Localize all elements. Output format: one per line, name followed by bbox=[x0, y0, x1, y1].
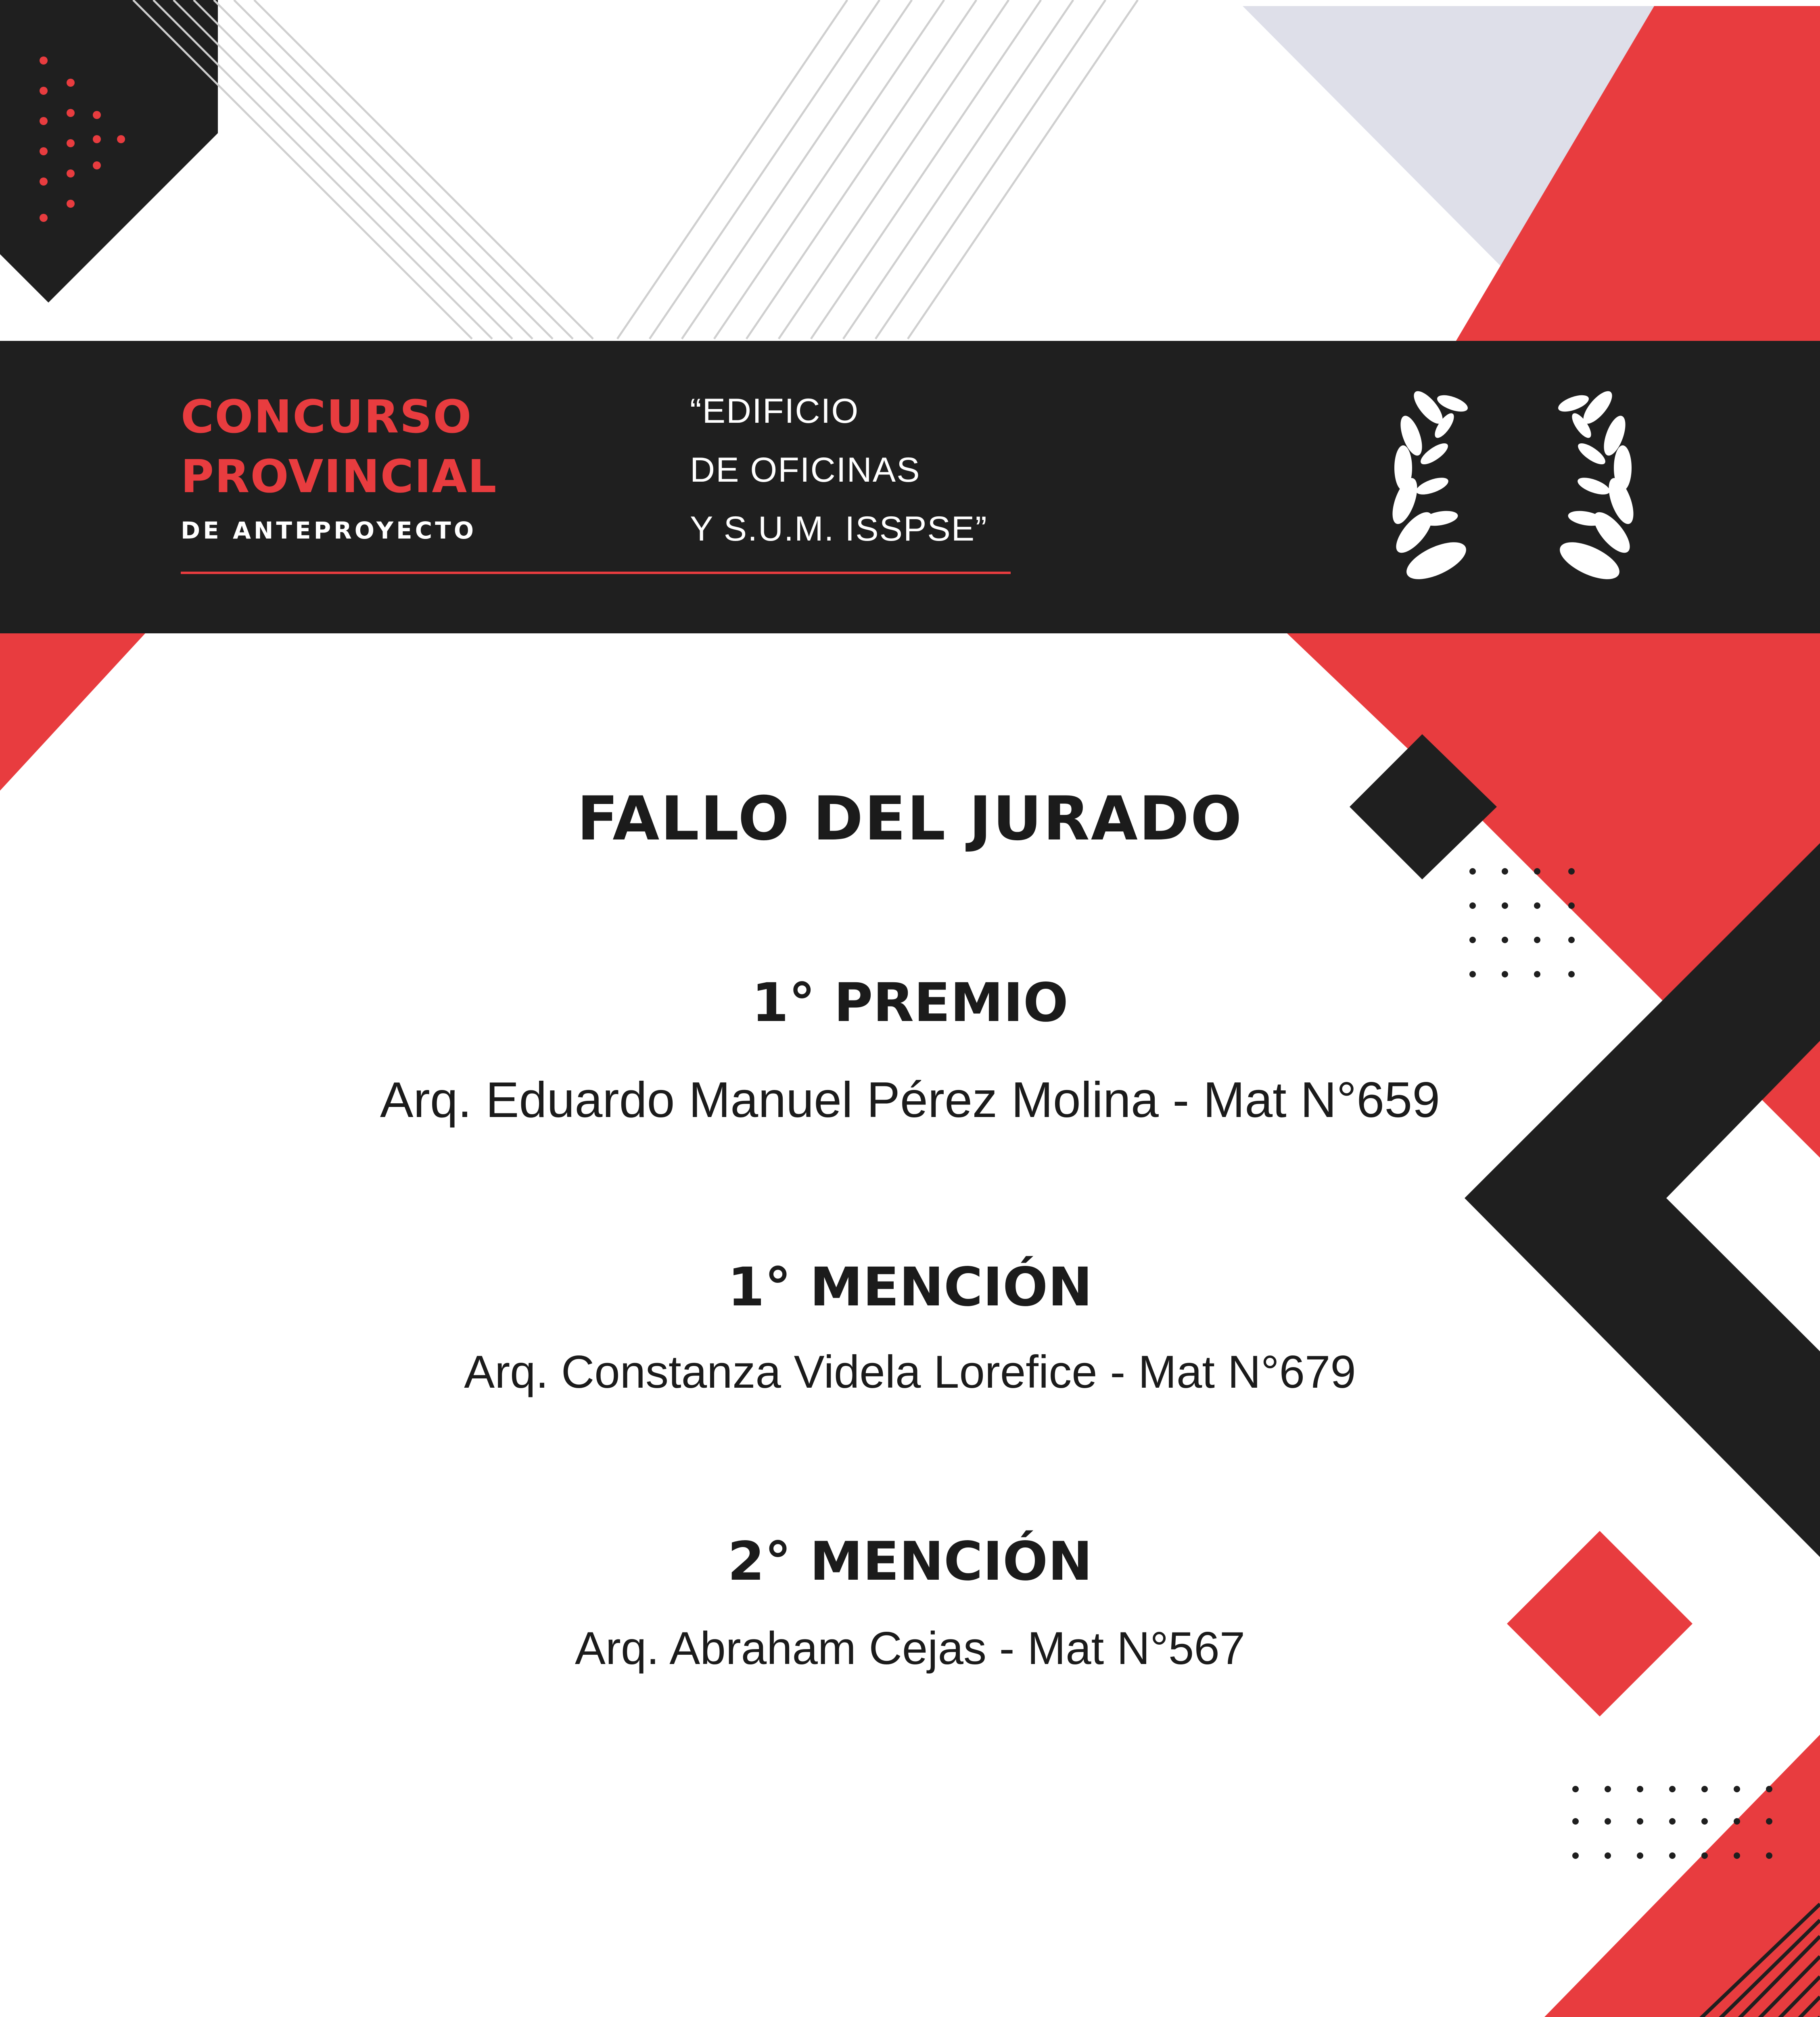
top-left-diamond bbox=[0, 0, 218, 303]
award-winner-2: Arq. Constanza Videla Lorefice - Mat N°679 bbox=[464, 1347, 1356, 1398]
project-name-line2: DE OFICINAS bbox=[690, 451, 921, 489]
award-title-1: 1° PREMIO bbox=[751, 972, 1069, 1034]
grey-diagonal-lines bbox=[133, 0, 1138, 339]
award-title-3: 2° MENCIÓN bbox=[727, 1530, 1093, 1593]
project-name-line1: “EDIFICIO bbox=[690, 392, 859, 430]
project-name-line3: Y S.U.M. ISSPSE” bbox=[690, 509, 988, 548]
banner-title-line2: PROVINCIAL bbox=[181, 451, 497, 503]
left-red-triangle bbox=[0, 633, 145, 791]
page-title: FALLO DEL JURADO bbox=[577, 784, 1243, 854]
bottom-right-red-triangle bbox=[1511, 1735, 1820, 2017]
banner-subtitle: DE ANTEPROYECTO bbox=[181, 517, 477, 544]
award-winner-3: Arq. Abraham Cejas - Mat N°567 bbox=[575, 1623, 1245, 1674]
award-winner-1: Arq. Eduardo Manuel Pérez Molina - Mat N°659 bbox=[380, 1072, 1440, 1128]
award-title-2: 1° MENCIÓN bbox=[727, 1256, 1093, 1318]
banner-title-line1: CONCURSO bbox=[181, 391, 472, 443]
